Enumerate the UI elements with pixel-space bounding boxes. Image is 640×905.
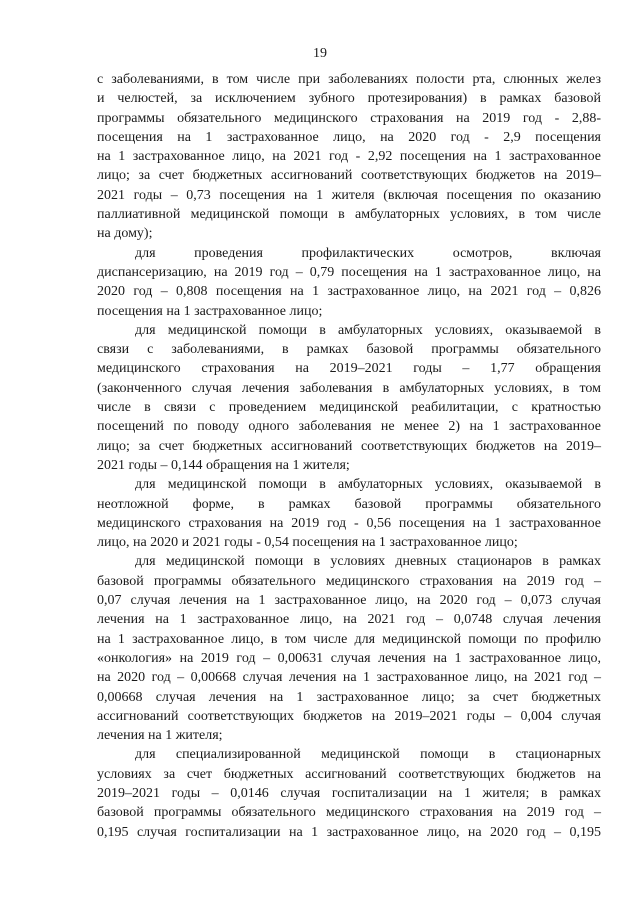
text-line: ассигнований соответствующих бюджетов на 2019–2021 годы – 0,004 случая — [97, 708, 601, 724]
paragraph — [97, 321, 601, 475]
text-line: для медицинской помощи в амбулаторных условиях, оказываемой в — [135, 477, 601, 493]
text-line: лечения на 1 жителя; — [97, 728, 223, 744]
text-line: лицо; за счет бюджетных ассигнований соответствующих бюджетов на 2019– — [97, 438, 601, 454]
text-line: посещения на 1 застрахованное лицо; — [97, 303, 323, 319]
text-line: 2021 годы – 0,73 посещения на 1 жителя (включая посещения по оказанию — [97, 187, 601, 203]
text-line: 2020 год – 0,808 посещения на 1 застрахованное лицо, на 2021 год – 0,826 — [97, 284, 601, 300]
text-line: 2021 годы – 0,144 обращения на 1 жителя; — [97, 457, 350, 473]
text-line: «онкология» на 2019 год – 0,00631 случая лечения на 1 застрахованное лицо, — [97, 650, 601, 666]
paragraph — [97, 475, 601, 552]
text-line: для специализированной медицинской помощи в стационарных — [135, 747, 601, 763]
text-line: медицинского страхования на 2019 год - 0,56 посещения на 1 застрахованное — [97, 515, 601, 531]
text-line: посещений по поводу одного заболевания не менее 2) на 1 застрахованное — [97, 419, 601, 435]
text-line: числе в связи с проведением медицинской реабилитации, с кратностью — [97, 400, 601, 416]
text-line: с заболеваниями, в том числе при заболеваниях полости рта, слюнных желез — [97, 72, 601, 87]
document-body — [97, 70, 601, 842]
text-line: условиях за счет бюджетных ассигнований соответствующих бюджетов на — [97, 766, 601, 782]
text-line: базовой программы обязательного медицинского страхования на 2019 год – — [97, 573, 601, 589]
page-number: 19 — [313, 46, 327, 61]
paragraph — [97, 244, 601, 321]
text-line: лицо; за счет бюджетных ассигнований соответствующих бюджетов на 2019– — [97, 168, 601, 184]
text-line: диспансеризацию, на 2019 год – 0,79 посещения на 1 застрахованное лицо, на — [97, 264, 601, 280]
text-line: и челюстей, за исключением зубного протезирования) в рамках базовой — [97, 91, 601, 107]
text-line: лицо, на 2020 и 2021 годы - 0,54 посещения на 1 застрахованное лицо; — [97, 535, 518, 551]
paragraph — [97, 745, 601, 841]
text-line: 2019–2021 годы – 0,0146 случая госпитализации на 1 жителя; в рамках — [97, 785, 601, 801]
text-line: неотложной форме, в рамках базовой программы обязательного — [97, 496, 601, 512]
text-line: для проведения профилактических осмотров, включая — [135, 245, 601, 261]
text-line: связи с заболеваниями, в рамках базовой программы обязательного — [97, 342, 601, 358]
text-line: паллиативной медицинской помощи в амбулаторных условиях, в том числе — [97, 207, 601, 223]
text-line: лечения на 1 застрахованное лицо, на 2021 год – 0,0748 случая лечения — [97, 612, 601, 628]
text-line: на 1 застрахованное лицо, в том числе для медицинской помощи по профилю — [97, 631, 601, 647]
text-line: для медицинской помощи в амбулаторных условиях, оказываемой в — [135, 322, 601, 338]
text-line: программы обязательного медицинского страхования на 2019 год - 2,88- — [97, 110, 601, 126]
text-line: базовой программы обязательного медицинского страхования на 2019 год – — [97, 805, 601, 821]
paragraph — [97, 552, 601, 745]
text-line: 0,07 случая лечения на 1 застрахованное лицо, на 2020 год – 0,073 случая — [97, 593, 601, 609]
text-line: на 1 застрахованное лицо, на 2021 год - 2,92 посещения на 1 застрахованное — [97, 149, 601, 165]
text-line: на 2020 год – 0,00668 случая лечения на 1 застрахованное лицо, на 2021 год – — [97, 670, 601, 686]
text-line: 0,00668 случая лечения на 1 застрахованное лицо; за счет бюджетных — [97, 689, 601, 705]
text-line: медицинского страхования на 2019–2021 годы – 1,77 обращения — [97, 361, 601, 377]
paragraph — [97, 70, 601, 244]
text-line: на дому); — [97, 226, 153, 242]
text-line: посещения на 1 застрахованное лицо, на 2020 год - 2,9 посещения — [97, 129, 601, 145]
text-line: 0,195 случая госпитализации на 1 застрахованное лицо, на 2020 год – 0,195 — [97, 824, 601, 840]
text-line: для медицинской помощи в условиях дневных стационаров в рамках — [135, 554, 601, 570]
text-line: (законченного случая лечения заболевания в амбулаторных условиях, в том — [97, 380, 601, 396]
